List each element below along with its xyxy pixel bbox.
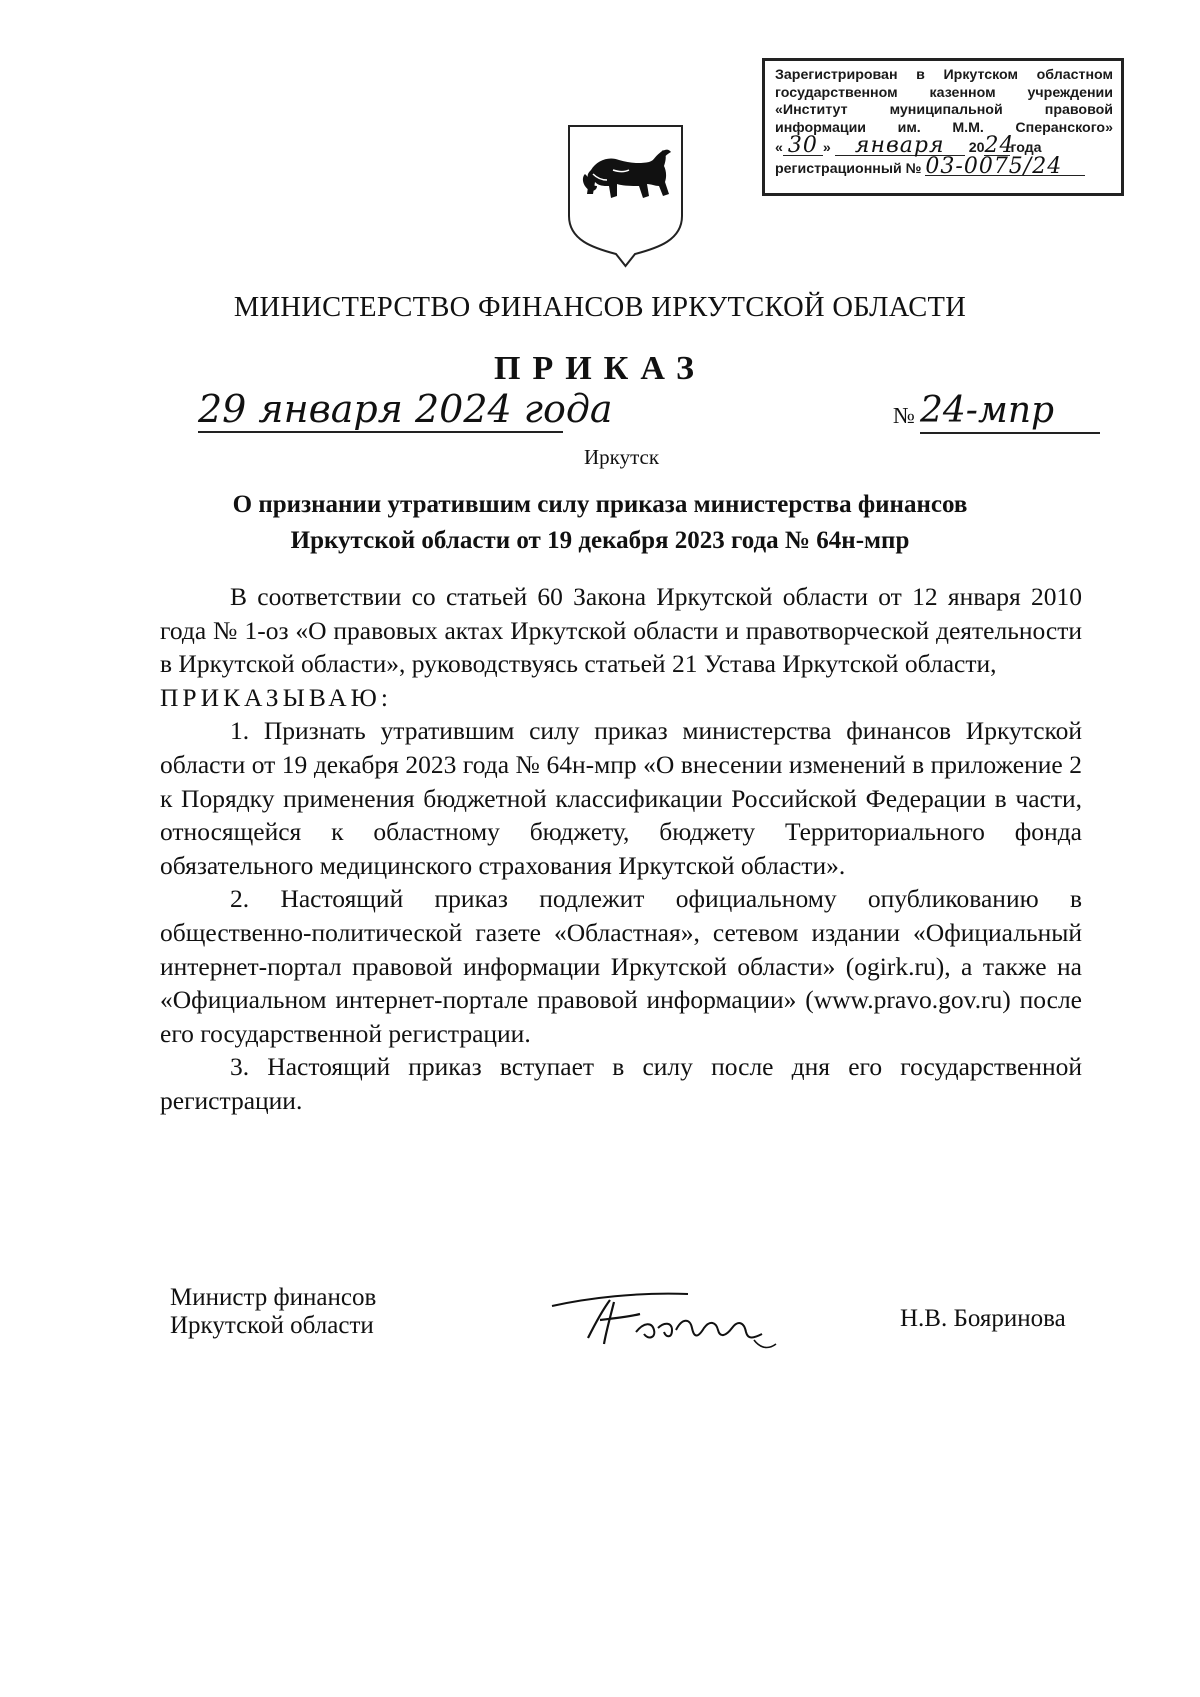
ministry-header: МИНИСТЕРСТВО ФИНАНСОВ ИРКУТСКОЙ ОБЛАСТИ [233,292,967,323]
stamp-line-3: «Институт муниципальной правовой [775,102,1113,118]
stamp-day: 30 [783,137,823,156]
registration-stamp [762,58,1124,196]
coat-of-arms-icon [563,120,688,270]
stamp-line-2: государственном казенном учреждении [775,84,1113,101]
date-underline [198,431,563,433]
signatory-title-line-1: Министр финансов [170,1284,377,1311]
order-number: 24-мпр [920,390,1055,431]
stamp-reg-line [775,153,1113,179]
order-date: 29 января 2024 года [198,387,613,431]
stamp-date-mid: » [822,140,831,156]
item-3-paragraph: 3. Настоящий приказ вступает в силу после дня его государственной регистрации. [160,1052,1082,1115]
number-underline [920,432,1100,434]
subject-line-1: О признании утратившим силу приказа министерства финансов [232,491,968,518]
signatory-name: Н.В. Бояринова [900,1305,1066,1332]
order-subject [150,487,1050,559]
order-body [160,580,1082,1118]
item-2-paragraph: 2. Настоящий приказ подлежит официальному опубликованию в общественно-политической газете «Областная», сетевом издании «Официальный интернет-портал правовой информации Иркутской области» (ogirk.ru), а также на «Официальном интернет-портале правовой информации» (www.pravo.gov.ru) после его государственной регистрации. [160,884,1082,1048]
preamble-paragraph: В соответствии со статьей 60 Закона Иркутской области от 12 января 2010 года № 1-оз «О правовых актах Иркутской области и правотворческой деятельности в Иркутской области», руководствуясь статьей 21 Устава Иркутской области, [160,582,1082,679]
stamp-date-open: « [775,140,783,156]
stamp-year-word: года [1010,140,1042,156]
stamp-reg-number: 03-0075/24 [925,158,1085,177]
city-name: Иркутск [584,445,660,469]
stamp-year-prefix: 20 [968,140,985,156]
stamp-line-1: Зарегистрирован в Иркутском областном [775,67,1113,83]
item-1-paragraph: 1. Признать утратившим силу приказ министерства финансов Иркутской области от 19 декабря 2023 года № 64н-мпр «О внесении изменений в приложение 2 к Порядку применения бюджетной классификации Российской Федерации в части, относящейся к областному бюджету, бюджету Территориального фонда обязательного медицинского страхования Иркутской области». [160,716,1082,880]
signatory-title [170,1284,376,1340]
stamp-year-suffix: 24 [984,133,1015,158]
handwritten-signature [548,1278,808,1358]
stamp-reg-label: регистрационный № [775,160,922,177]
stamp-month: января [835,137,965,156]
signatory-title-line-2: Иркутской области [170,1312,374,1339]
order-number-label: № [893,403,915,428]
prikazyvayu-heading: ПРИКАЗЫВАЮ: [160,682,392,712]
subject-line-2: Иркутской области от 19 декабря 2023 года № 64н-мпр [290,527,910,554]
stamp-line-4: информации им. М.М. Сперанского» [775,119,1113,136]
order-title: ПРИКАЗ [494,350,706,387]
